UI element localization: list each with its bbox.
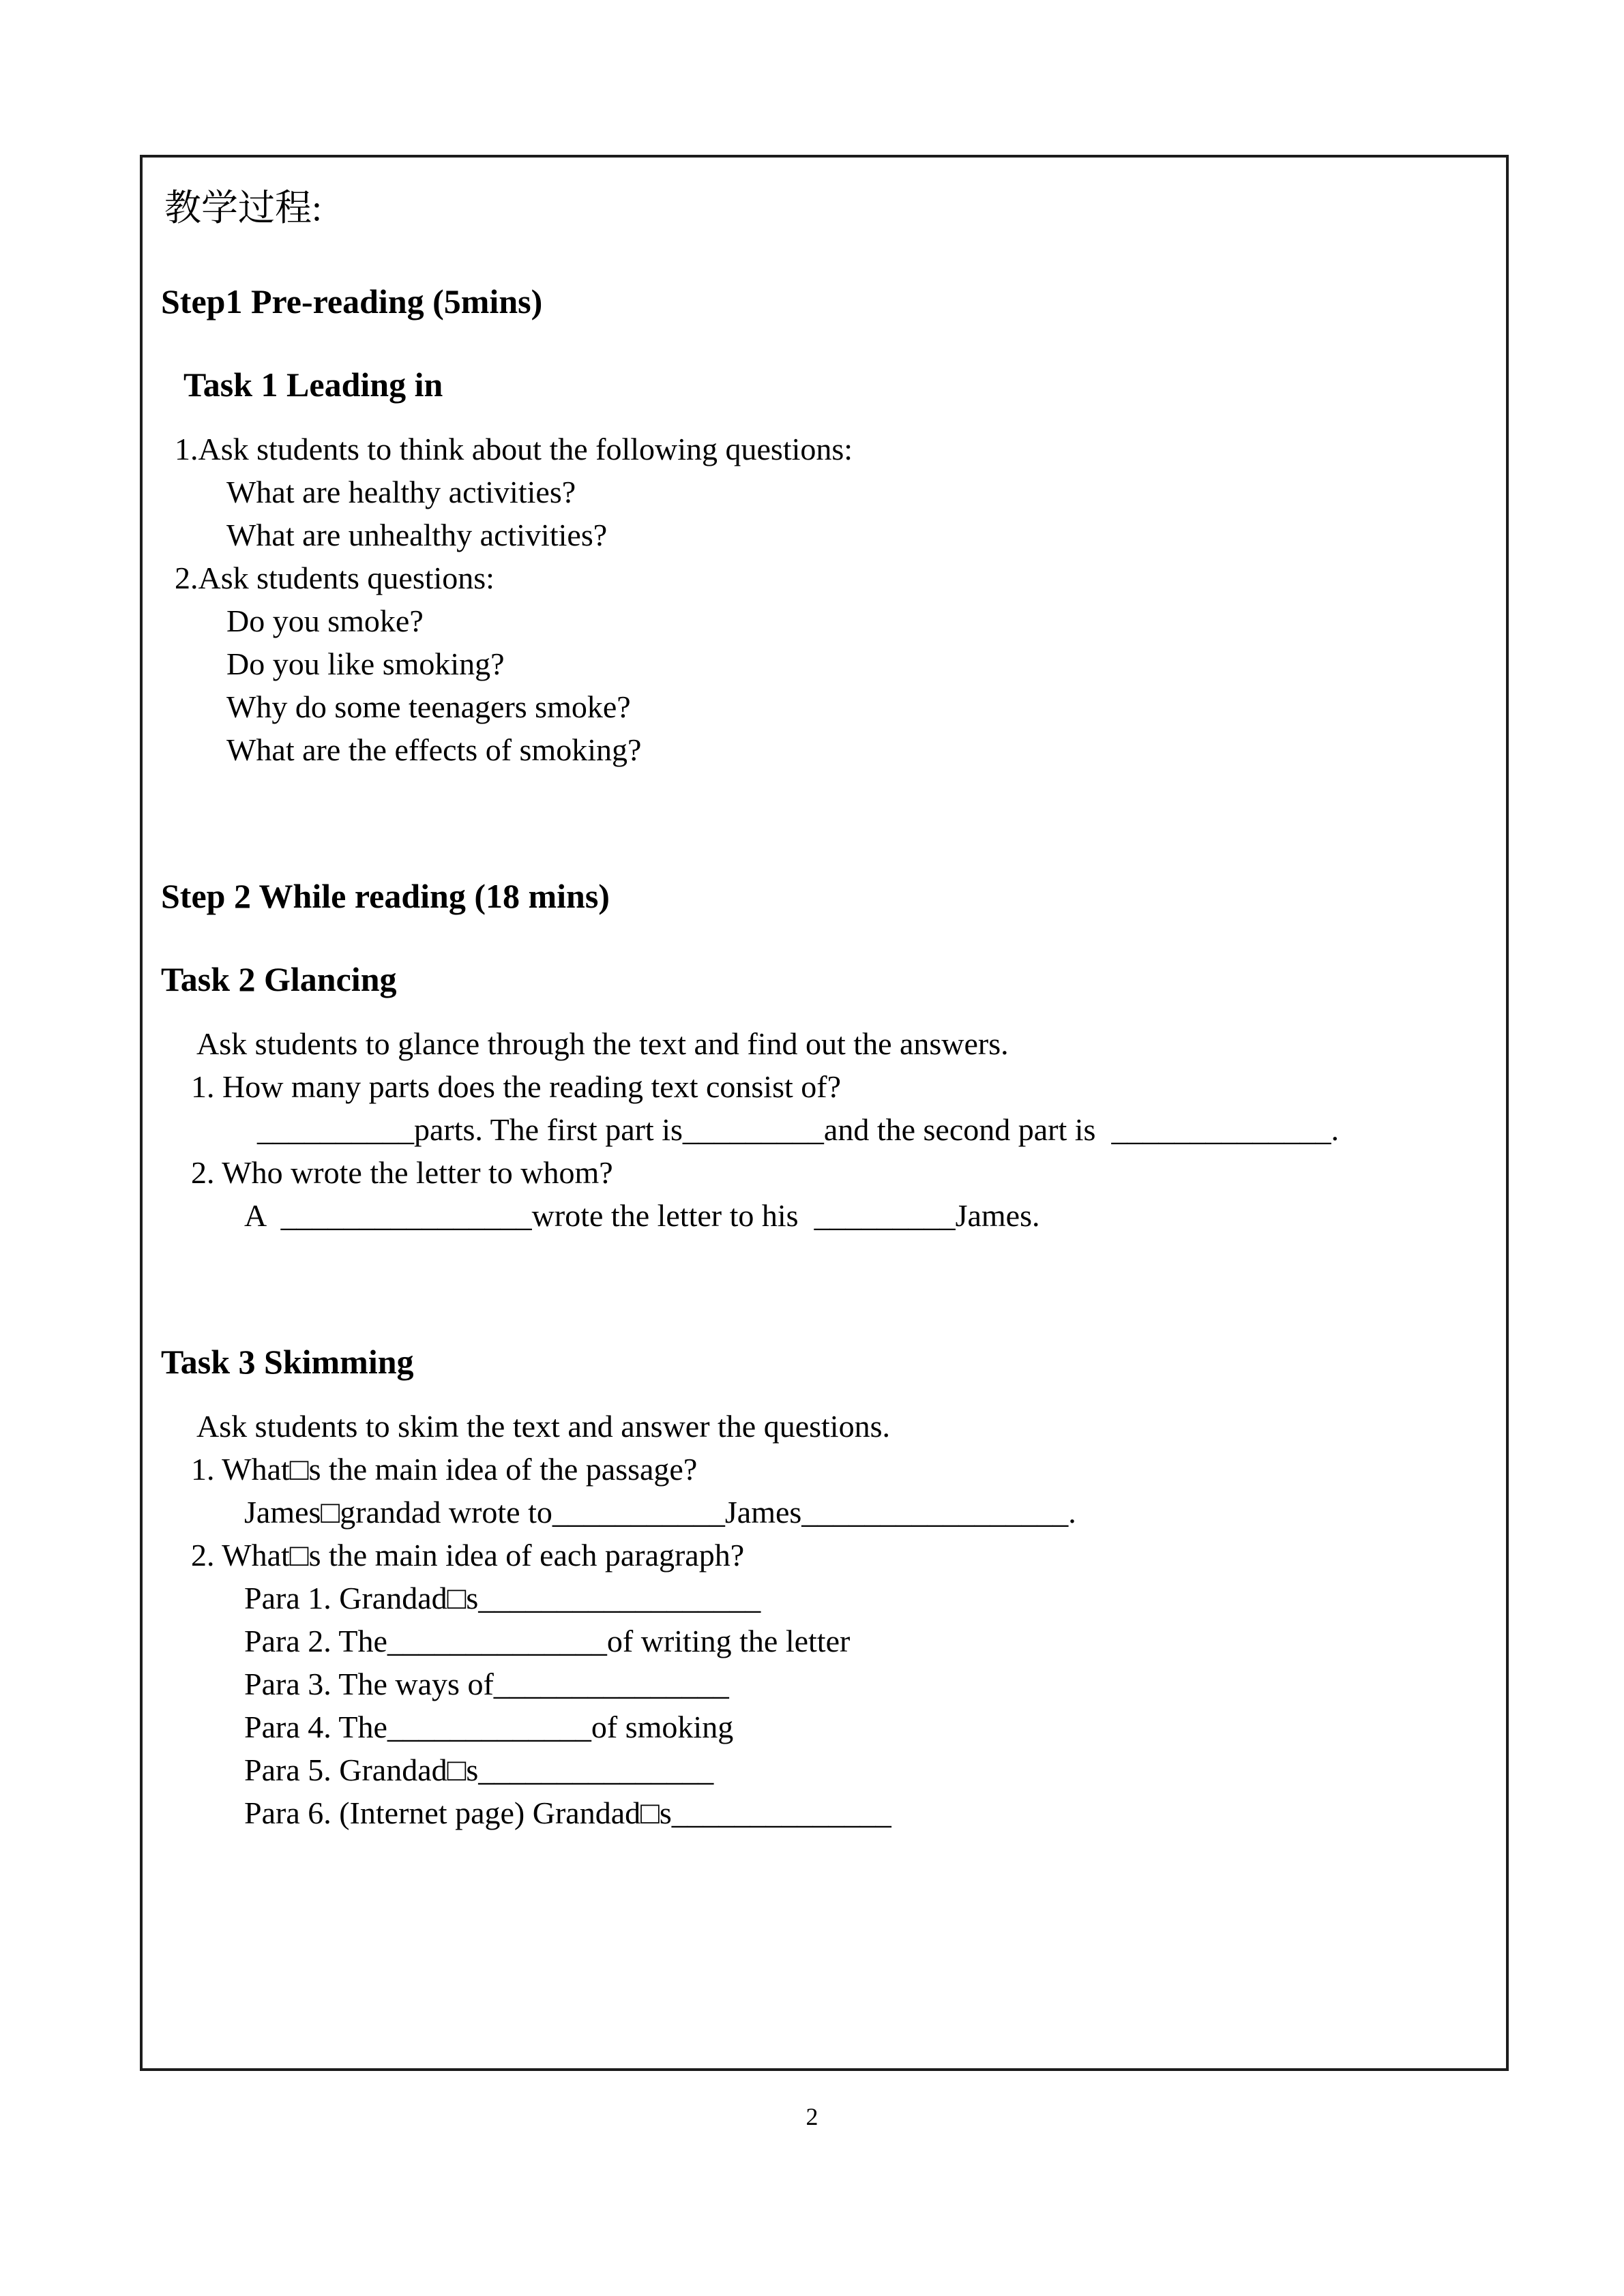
task2-heading: Task 2 Glancing [161,960,397,998]
task1-question-smoke: Do you smoke? [226,603,424,638]
task3-section [143,1339,1506,1834]
step1-section [143,279,1506,771]
step2-heading: Step 2 While reading (18 mins) [161,877,610,915]
task3-para-6-blank: Para 6. (Internet page) Grandad□s______________ [244,1795,891,1830]
task1-heading: Task 1 Leading in [183,366,443,404]
task3-question-2: 2. What□s the main idea of each paragraph? [191,1538,745,1572]
task2-intro: Ask students to glance through the text and find out the answers. [196,1026,1009,1061]
task3-para-4-blank: Para 4. The_____________of smoking [244,1710,734,1744]
task3-para-1-blank: Para 1. Grandad□s__________________ [244,1581,761,1615]
task2-question-2: 2. Who wrote the letter to whom? [191,1155,613,1190]
teaching-process-label: 教学过程: [164,188,323,228]
task3-heading: Task 3 Skimming [161,1343,414,1381]
task1-question-unhealthy: What are unhealthy activities? [226,518,608,552]
task1-question-teenagers: Why do some teenagers smoke? [226,689,631,724]
task1-item-1: 1.Ask students to think about the following questions: [175,432,853,466]
task1-question-healthy: What are healthy activities? [226,475,576,509]
task3-answer-1-blank: James□grandad wrote to___________James_________________. [244,1495,1076,1530]
task3-para-2-blank: Para 2. The______________of writing the letter [244,1624,851,1658]
content-border-box [140,155,1509,2071]
task3-question-1: 1. What□s the main idea of the passage? [191,1452,698,1487]
task2-question-1: 1. How many parts does the reading text consist of? [191,1069,841,1104]
task3-intro: Ask students to skim the text and answer the questions. [196,1409,890,1444]
page-number: 2 [806,2103,818,2130]
step1-heading: Step1 Pre-reading (5mins) [161,282,543,320]
task1-question-effects: What are the effects of smoking? [226,732,642,767]
task2-answer-2-blank: A ________________wrote the letter to his _________James. [244,1198,1040,1233]
task3-para-5-blank: Para 5. Grandad□s_______________ [244,1753,714,1787]
task2-answer-1-blank: __________parts. The first part is_________and the second part is ______________. [257,1112,1339,1147]
task1-question-like-smoking: Do you like smoking? [226,646,505,681]
task3-para-3-blank: Para 3. The ways of_______________ [244,1667,729,1701]
step2-section [143,874,1506,1237]
task1-item-2: 2.Ask students questions: [175,561,494,595]
